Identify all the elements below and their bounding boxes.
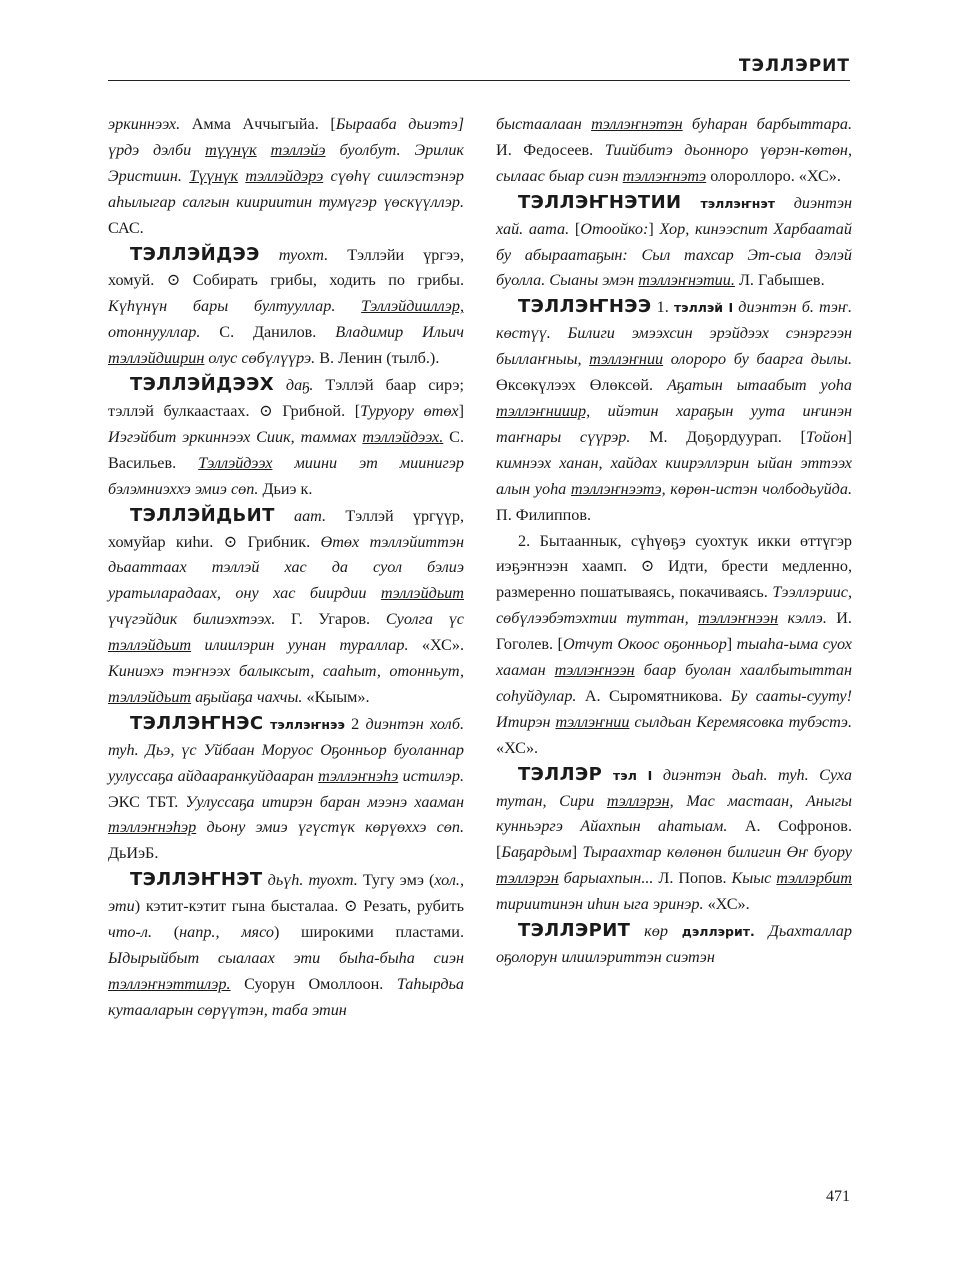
- header-rule: [108, 80, 850, 81]
- entry-tellengnetii: ТЭЛЛЭҤНЭТИИ тэллэҥнэт диэнтэн хай. аата. [Отоойко:] Хор, кинээспит Харбаатай бу абыраатаҕын: Сыл тахсар Эт-сыа дэлэй буолла. Сыаны эмэн тэллэҥнэтии. Л. Габышев.: [496, 191, 852, 290]
- right-column: [496, 112, 852, 971]
- entry-tellengnes: ТЭЛЛЭҤНЭС тэллэҥнээ 2 диэнтэн холб. туһ. Дьэ, үс Уйбаан Моруос Оҕонньор буоланнар уулуссаҕа айдааранкуйдааран тэллэҥнэһэ истилэр. ЭКС ТБТ. Уулуссаҕа итирэн баран мээнэ хааман тэллэҥнэһэр дьону эмиэ үгүстүк көрүөххэ сөп. ДьИэБ.: [108, 712, 465, 863]
- entry-sense-2: 2. Бытааннык, сүһүөҕэ суохтук икки өттүгэр иэҕэҥнээн хаамп. ⊙ Идти, брести медленно, размеренно пошатываясь, покачиваясь. Тээллэриис, сөбүлээбэтэхтии туттан, тэллэҥнээн кэллэ. И. Гоголев. [Отчут Окоос оҕонньор] тыаһа-ыма суох хааман тэллэҥнээн баар буолан хаалбытыттан соһуйдулар. А. Сыромятникова. Бу сааты-сууту! Итирэн тэллэҥнии сылдьан Керемясовка тубэстэ. «ХС».: [496, 531, 852, 757]
- entry-tellejdee: ТЭЛЛЭЙДЭЭ туохт. Тэллэйи үргээ, хомуй. ⊙ Собирать грибы, ходить по грибы. Күһүнүн бары бултууллар. Тэллэйдииллэр, отоннууллар. С. Данилов. Владимир Ильич тэллэйдиирин олус сөбүлүүрэ. В. Ленин (тылб.).: [108, 243, 464, 368]
- headword: ТЭЛЛЭҤНЭС: [130, 712, 264, 734]
- page-number: 471: [826, 1188, 850, 1205]
- left-column: [108, 112, 464, 1024]
- entry-tellengnee: ТЭЛЛЭҤНЭЭ 1. тэллэй I диэнтэн б. тэҥ. көстүү. Билиги эмээхсин эрэйдээх сэнэргээн быллаҥныы, тэллэҥнии олороро бу баарга дылы. Өксөкүлээх Өлөксөй. Аҕатын ытаабыт уоһа тэллэҥнииир, ийэтин хараҕын уута иҥинэн таҥнары сүүрэр. М. Доҕордуурап. [Тойон] кимнээх ханан, хайдах киирэллэрин ыйан эттээх алын уоһа тэллэҥнээтэ, көрөн-истэн чолбодьуйда. П. Филиппов.: [496, 296, 853, 524]
- headword: ТЭЛЛЭҤНЭЭ: [518, 296, 652, 318]
- entry-teller: ТЭЛЛЭР тэл I диэнтэн дьаһ. туһ. Суха тутан, Сири тэллэрэн, Мас мастаан, Аныгы кунньэргэ Айахпын аһатыам. А. Софронов. [Баҕардым] Тыраахтар көлөнөн билигин Өҥ буору тэллэрэн барыахпын... Л. Попов. Кыыс тэллэрбит тириитинэн иһин ыга эринэр. «ХС».: [496, 763, 853, 914]
- headword: ТЭЛЛЭЙДЭЭ: [130, 243, 260, 265]
- entry-tellerit: ТЭЛЛЭРИТ көр дэллэрит. Дьахталлар оҕолорун илиилэриттэн сиэтэн: [496, 920, 852, 966]
- entry-tellejdeeh: ТЭЛЛЭЙДЭЭХ даҕ. Тэллэй баар сирэ; тэллэй булкаастаах. ⊙ Грибной. [Туруору өтөх] Иэгэйбит эркиннээх Сиик, таммах тэллэйдээх. С. Васильев. Тэллэйдээх миини эт миинигэр бэлэмниэххэ эмиэ сөп. Дьиэ к.: [108, 374, 464, 498]
- entry-continuation: эркиннээх. Амма Аччыгыйа. [Быраабa дьиэтэ] үрдэ дэлби түүнүк тэллэйэ буолбут. Эрилик Эристиин. Түүнүк тэллэйдэрэ сүөһү сиилэстэнэр аһылыгар салгын киириитин тумүгэр үөскүүллэр. САС.: [108, 115, 465, 237]
- entry-tellengnet: ТЭЛЛЭҤНЭТ дьүһ. туохт. Тугу эмэ (хол., эти) кэтит-кэтит гына бысталаа. ⊙ Резать, рубить что-л. (напр., мясо) широкими пластами. Ыдырыйбыт сыалаах эти быһа-быһа сиэн тэллэҥнэттилэр. Суорун Омоллоон. Таһырдьа кутааларын сөрүүтэн, таба этин: [108, 869, 465, 1019]
- headword: ТЭЛЛЭР: [518, 763, 603, 785]
- headword: ТЭЛЛЭЙДЭЭХ: [130, 374, 274, 396]
- headword: ТЭЛЛЭЙДЬИТ: [130, 504, 275, 526]
- entry-tellejdjit: ТЭЛЛЭЙДЬИТ аат. Тэллэй үргүүр, хомуйар киһи. ⊙ Грибник. Өтөх тэллэйиттэн дьааттаах тэллэй хас да суол бэлиэ уратыларадаах, ону хас биирдии тэллэйдьит үчүгэйдик билиэхтээх. Г. Угаров. Суолга үс тэллэйдьит илиилэрин уунан тураллар. «ХС». Киниэхэ тэҥнээх балыксыт, сааһыт, отонньут, тэллэйдьит аҕыйаҕа чахчы. «Кыым».: [108, 504, 465, 706]
- headword: ТЭЛЛЭҤНЭТ: [130, 869, 263, 891]
- entry-continuation: быстаалаан тэллэҥнэтэн буһаран барбыттара. И. Федосеев. Тиийбитэ дьонноро үөрэн-көтөн, сылаас быар сиэн тэллэҥнэтэ олороллоро. «ХС».: [496, 115, 853, 185]
- headword: ТЭЛЛЭРИТ: [518, 920, 631, 942]
- running-head: ТЭЛЛЭРИТ: [738, 56, 850, 76]
- headword: ТЭЛЛЭҤНЭТИИ: [518, 191, 682, 213]
